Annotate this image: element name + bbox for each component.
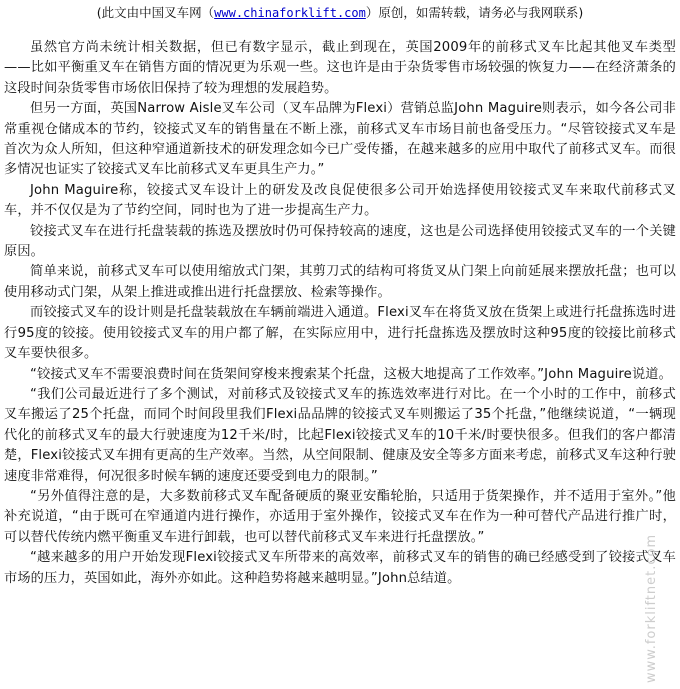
- paragraph-8: “我们公司最近进行了多个测试，对前移式及铰接式叉车的拣选效率进行对比。在一个小时的工作中，前移式叉车搬运了25个托盘，而同个时间段里我们Flexi品品牌的铰接式叉车则搬运了35个托盘，”他继续说道，“一辆现代化的前移式叉车的最大行驶速度为12千米/时，比起Flexi铰接式叉车的10千米/时要快很多。但我们的客户都清楚，Flexi铰接式叉车拥有更高的生产效率。当然，从空间限制、健康及安全等多方面来考虑，前移式叉车这种行驶速度非常难得，何况很多时候车辆的速度还要受到电力的限制。”: [4, 386, 676, 484]
- paragraph-9: “另外值得注意的是，大多数前移式叉车配备硬质的聚亚安酯轮胎，只适用于货架操作，并不适用于室外。”他补充说道，“由于既可在窄通道内进行操作，亦适用于室外操作，铰接式叉车在作为一种可替代产品进行推广时，可以替代传统内燃平衡重叉车进行卸载，也可以替代前移式叉车来进行托盘摆放。”: [4, 488, 676, 545]
- paragraph-7: “铰接式叉车不需要浪费时间在货架间穿梭来搜索某个托盘，这极大地提高了工作效率。”John Maguire说道。: [30, 366, 672, 382]
- source-link[interactable]: www.chinaforklift.com: [214, 6, 366, 20]
- paragraph-6: 而铰接式叉车的设计则是托盘装载放在车辆前端进入通道。Flexi叉车在将货叉放在货架上或进行托盘拣选时进行95度的铰接。使用铰接式叉车的用户都了解，在实际应用中，进行托盘拣选及摆放时这种95度的铰接比前移式叉车要快很多。: [4, 305, 676, 362]
- paragraph-4: 铰接式叉车在进行托盘装载的拣选及摆放时仍可保持较高的速度，这也是公司选择使用铰接式叉车的一个关键原因。: [4, 223, 676, 260]
- paragraph-1: 虽然官方尚未统计相关数据，但已有数字显示，截止到现在，英国2009年的前移式叉车比起其他叉车类型——比如平衡重叉车在销售方面的情况更为乐观一些。这也许是由于杂货零售市场较强的恢复力——在经济萧条的这段时间杂货零售市场依旧保持了较为理想的发展趋势。: [4, 40, 676, 96]
- paragraph-3: John Maguire称，铰接式叉车设计上的研发及改良促使很多公司开始选择使用铰接式叉车来取代前移式叉车，并不仅仅是为了节约空间，同时也为了进一步提高生产力。: [4, 182, 676, 219]
- paragraph-5: 简单来说，前移式叉车可以使用缩放式门架，其剪刀式的结构可将货叉从门架上向前延展来摆放托盘；也可以使用移动式门架，从架上推进或推出进行托盘摆放、检索等操作。: [4, 264, 676, 300]
- copyright-notice: [0, 0, 680, 26]
- notice-suffix: ）原创，如需转载，请务必与我网联系): [365, 5, 584, 20]
- paragraph-10: “越来越多的用户开始发现Flexi铰接式叉车所带来的高效率，前移式叉车的销售的确已经感受到了铰接式叉车市场的压力，英国如此，海外亦如此。这种趋势将越来越明显。”John总结道。: [4, 550, 676, 586]
- notice-prefix: (此文由中国叉车网（: [96, 5, 215, 20]
- article-body: [4, 38, 676, 589]
- paragraph-2: 但另一方面，英国Narrow Aisle叉车公司（叉车品牌为Flexi）营销总监John Maguire则表示，如今各公司非常重视仓储成本的节约，铰接式叉车的销售量在不断上涨，前移式叉车市场目前也备受压力。“尽管铰接式叉车是首次为众人所知，但这种窄通道新技术的研发理念如今已广受传播，在越来越多的应用中取代了前移式叉车。而很多情况也证实了铰接式叉车比前移式叉车更具生产力。”: [4, 101, 676, 178]
- site-watermark: www.forkliftnet.com: [644, 533, 659, 683]
